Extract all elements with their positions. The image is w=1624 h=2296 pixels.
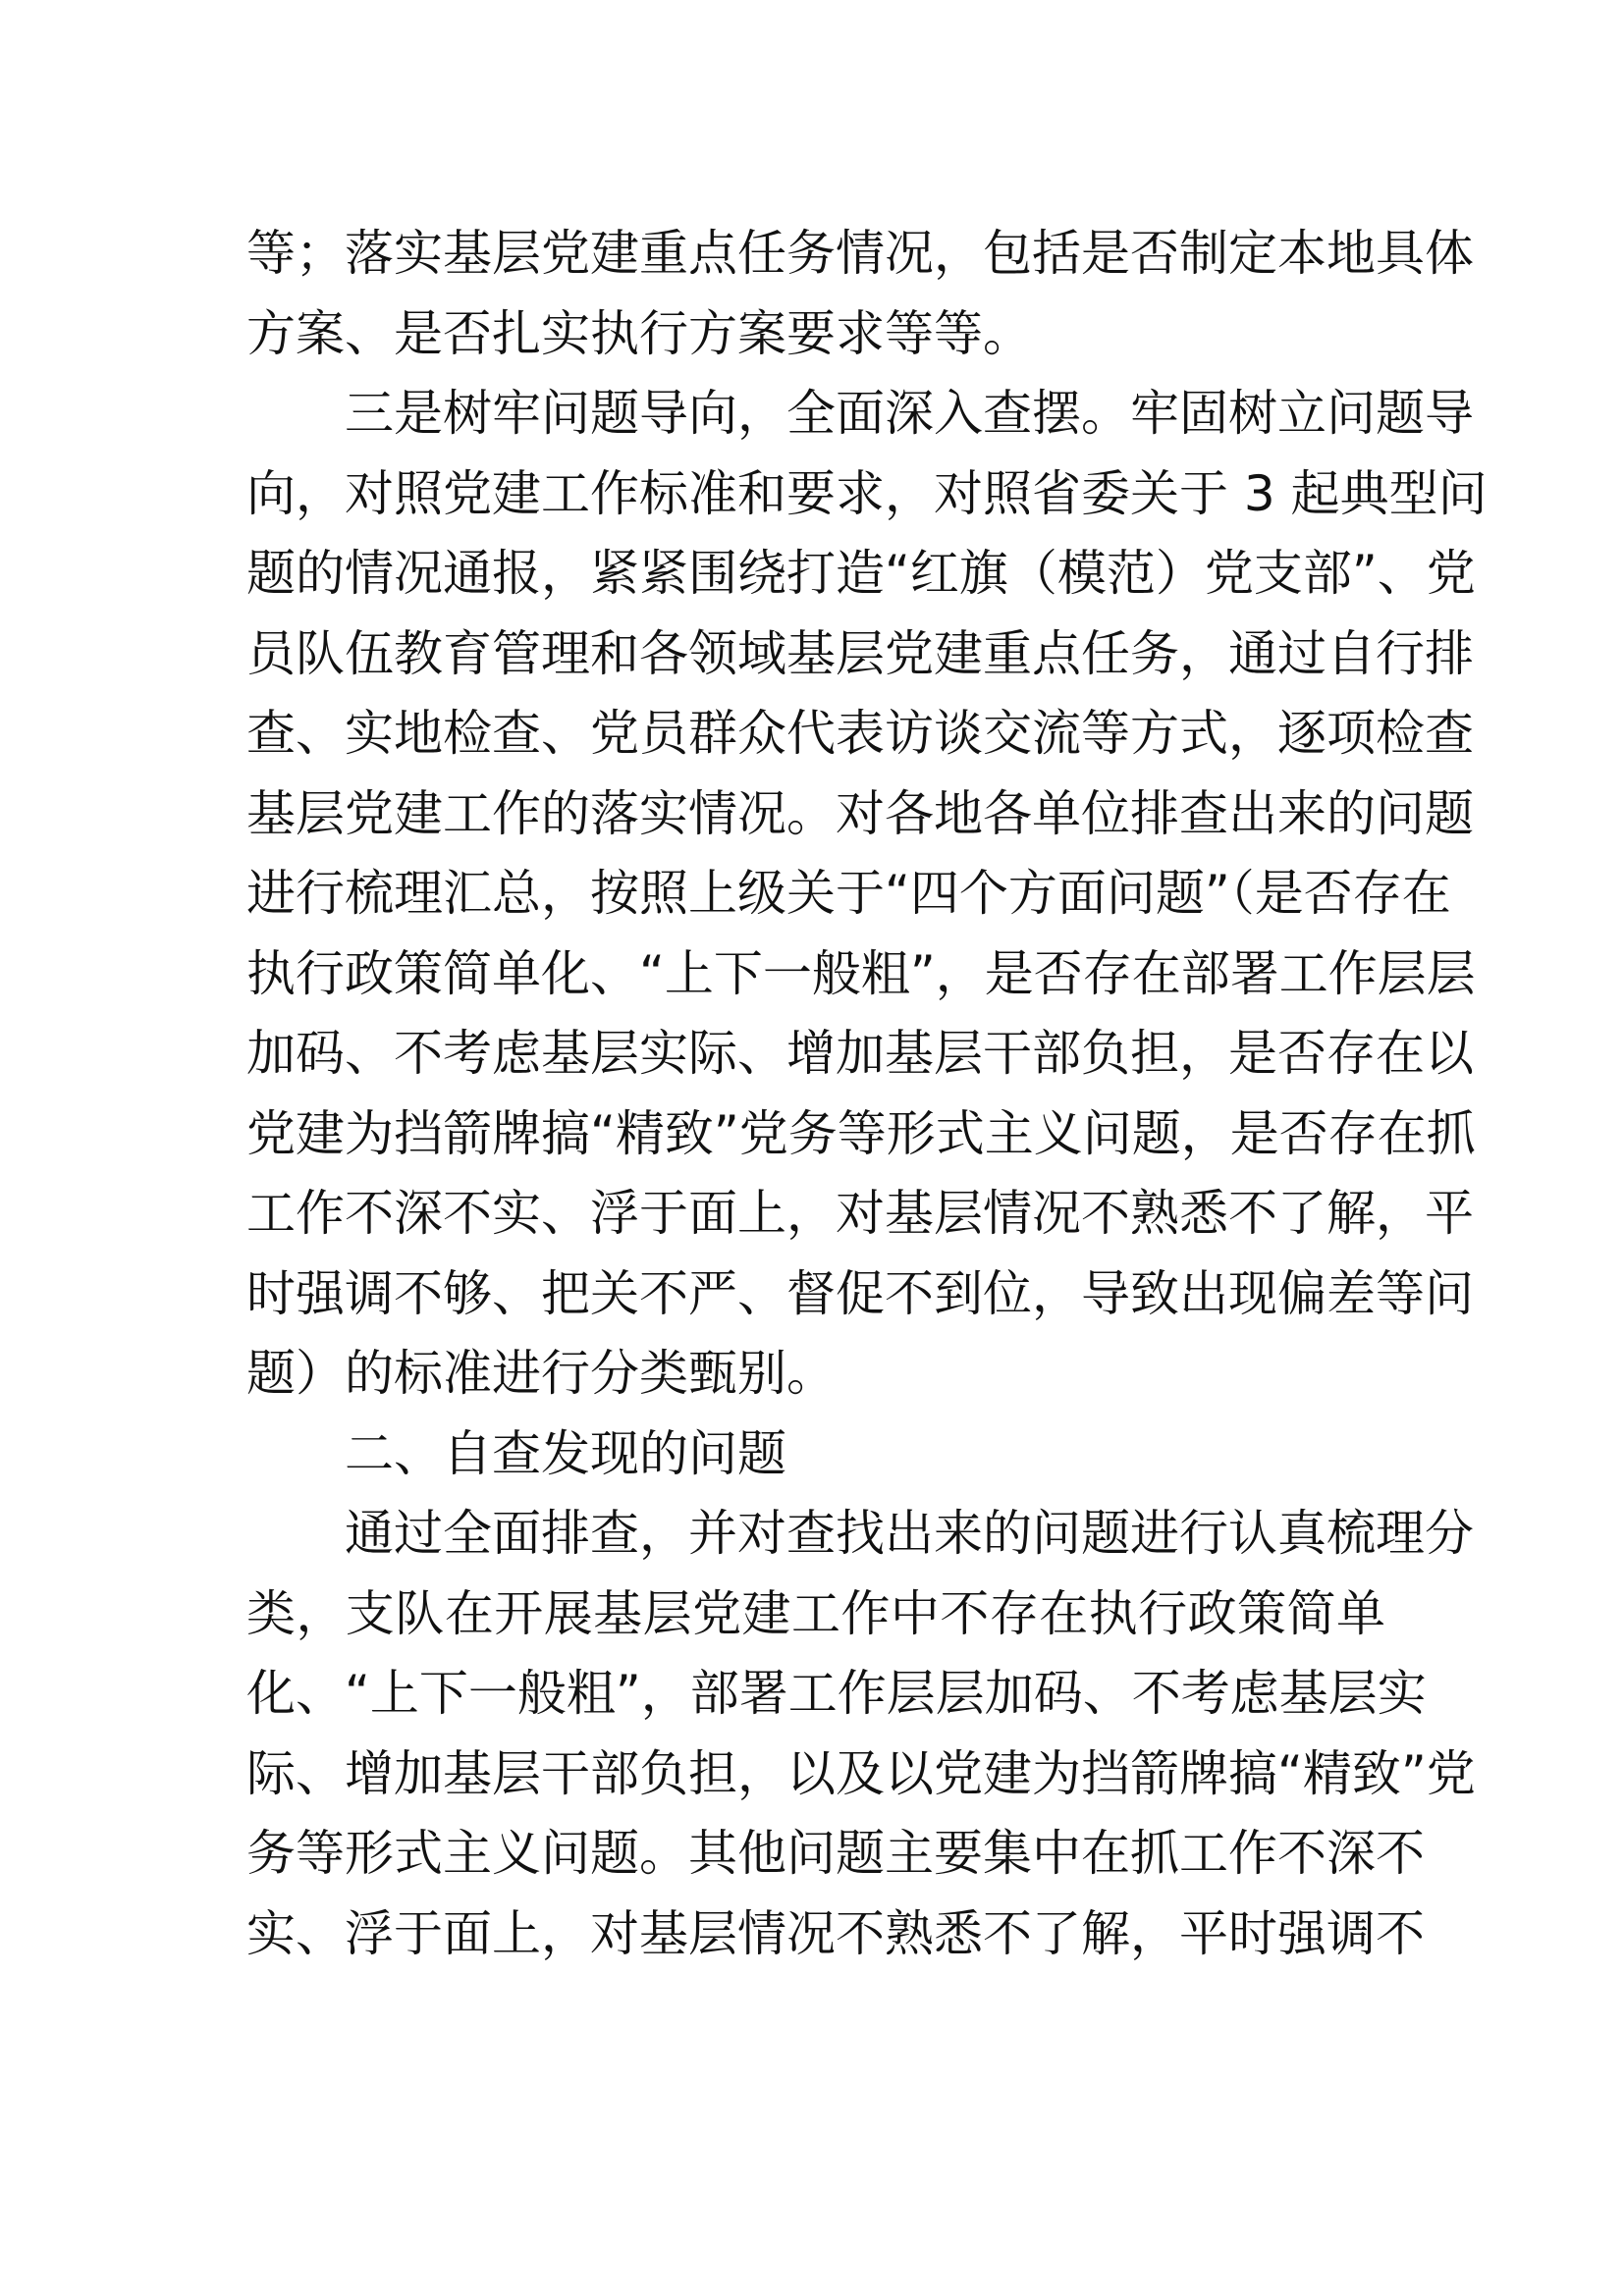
text-line: 基层党建工作的落实情况。对各地各单位排查出来的问题 xyxy=(246,784,1474,842)
text-line: 等；落实基层党建重点任务情况，包括是否制定本地具体 xyxy=(246,225,1474,282)
section-heading xyxy=(246,1415,1385,1495)
document-body xyxy=(246,214,1488,1974)
text-line: 党建为挡箭牌搞“精致”党务等形式主义问题，是否存在抓 xyxy=(246,1104,1476,1162)
text-line: 员队伍教育管理和各领域基层党建重点任务，通过自行排 xyxy=(246,624,1474,682)
text-line: 三是树牢问题导向，全面深入查摆。牢固树立问题导 xyxy=(345,385,1474,442)
text-line: 进行梳理汇总，按照上级关于“四个方面问题”（是否存在 xyxy=(246,865,1451,922)
text-line: 向，对照党建工作标准和要求，对照省委关于 3 起典型问 xyxy=(246,464,1488,522)
text-line: 实、浮于面上，对基层情况不熟悉不了解，平时强调不 xyxy=(246,1904,1425,1962)
text-line: 通过全面排查，并对查找出来的问题进行认真梳理分 xyxy=(345,1505,1474,1562)
heading-text: 二、自查发现的问题 xyxy=(345,1424,786,1482)
text-line: 时强调不够、把关不严、督促不到位，导致出现偏差等问 xyxy=(246,1264,1474,1322)
text-line: 化、“上下一般粗”，部署工作层层加码、不考虑基层实 xyxy=(246,1665,1427,1722)
paragraph-3 xyxy=(246,1494,1476,1974)
text-line: 查、实地检查、党员群众代表访谈交流等方式，逐项检查 xyxy=(246,705,1474,762)
text-line: 务等形式主义问题。其他问题主要集中在抓工作不深不 xyxy=(246,1825,1425,1882)
text-line: 执行政策简单化、“上下一般粗”，是否存在部署工作层层 xyxy=(246,944,1476,1002)
text-line: 加码、不考虑基层实际、增加基层干部负担，是否存在以 xyxy=(246,1025,1474,1082)
paragraph-1 xyxy=(246,214,1474,374)
text-line: 类，支队在开展基层党建工作中不存在执行政策简单 xyxy=(246,1584,1385,1642)
text-line: 际、增加基层干部负担，以及以党建为挡箭牌搞“精致”党 xyxy=(246,1744,1476,1802)
text-line: 方案、是否扎实执行方案要求等等。 xyxy=(246,304,1032,362)
paragraph-2 xyxy=(246,374,1488,1415)
text-line: 题）的标准进行分类甄别。 xyxy=(246,1345,836,1402)
text-line: 题的情况通报，紧紧围绕打造“红旗（模范）党支部”、党 xyxy=(246,545,1476,602)
text-line: 工作不深不实、浮于面上，对基层情况不熟悉不了解，平 xyxy=(246,1185,1474,1242)
